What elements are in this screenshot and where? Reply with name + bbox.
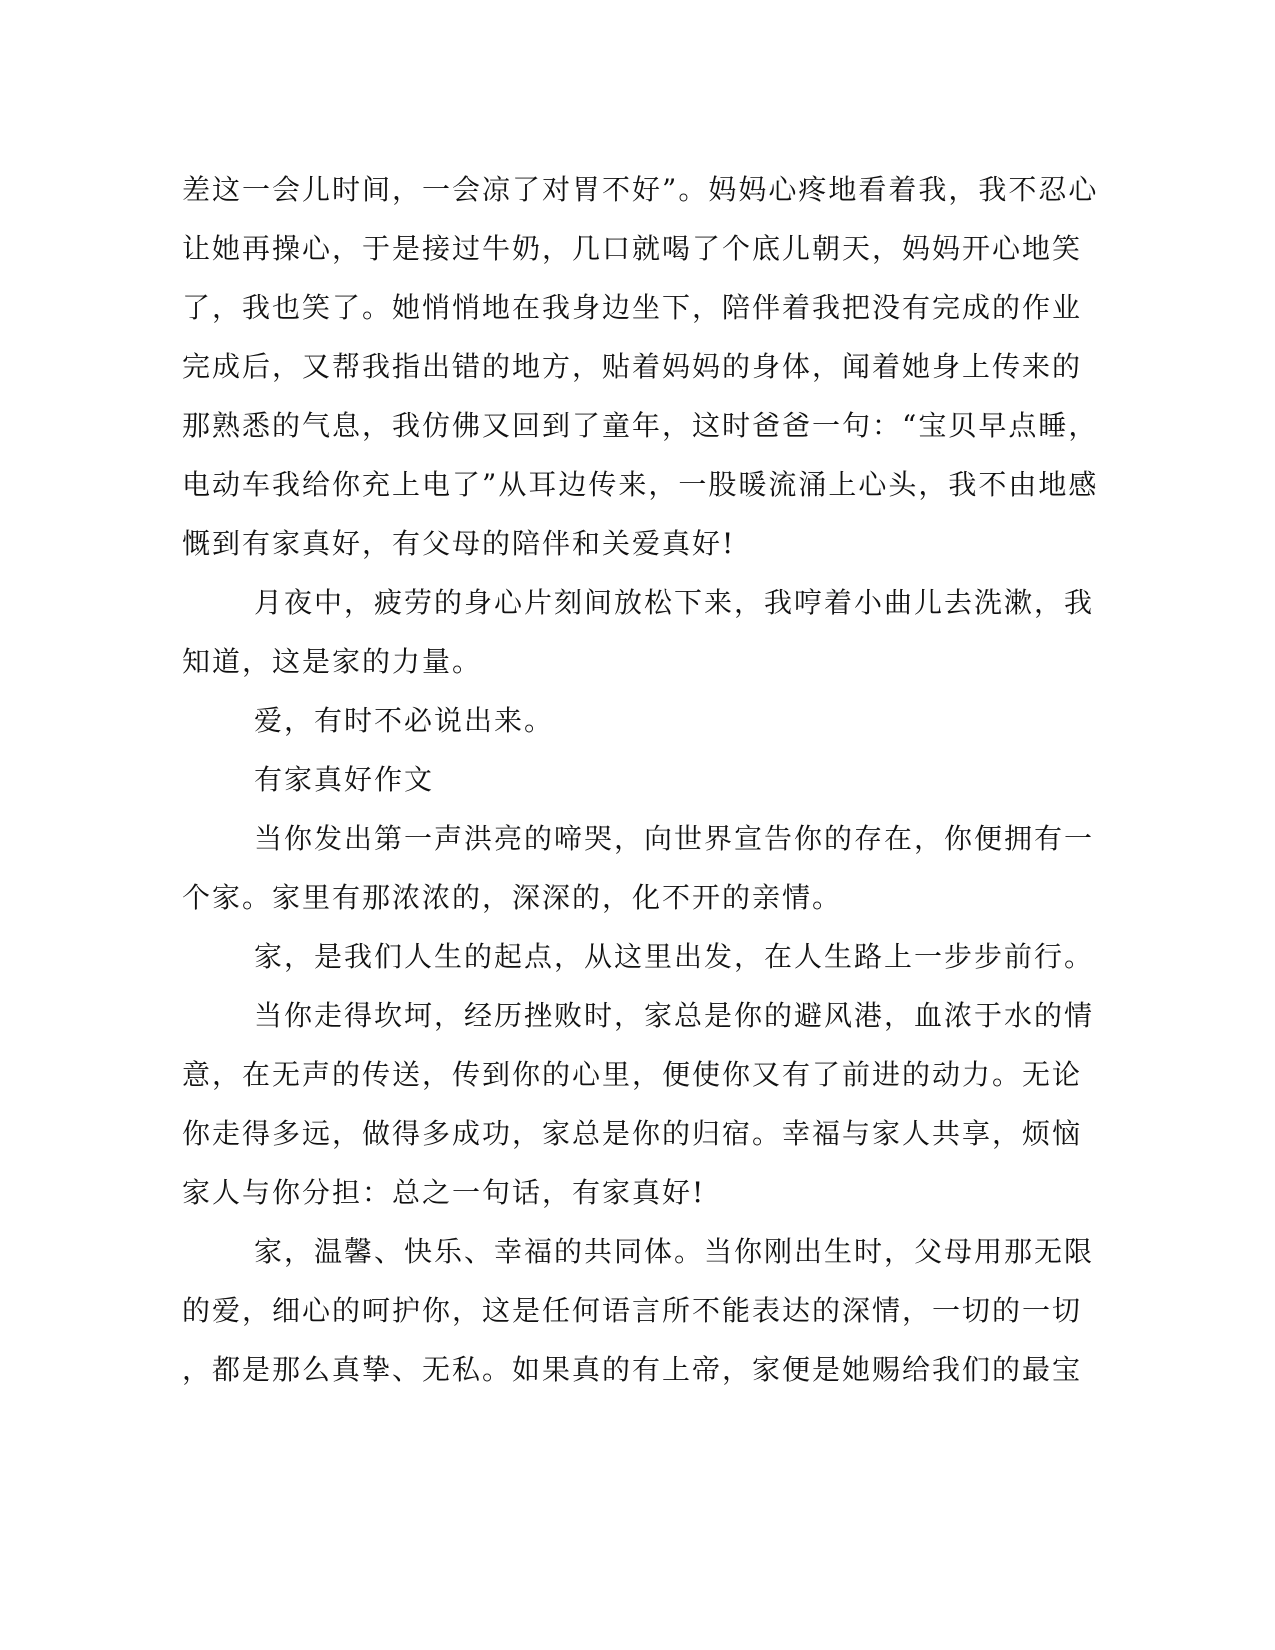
text-line: 让她再操心，于是接过牛奶，几口就喝了个底儿朝天，妈妈开心地笑 [182,232,1083,265]
paragraph-start-line: 爱，有时不必说出来。 [254,704,555,737]
text-line: 差这一会儿时间，一会凉了对胃不好”。妈妈心疼地看着我，我不忍心 [182,173,1099,206]
text-line: 完成后，又帮我指出错的地方，贴着妈妈的身体，闻着她身上传来的 [182,350,1083,383]
text-line: 意，在无声的传送，传到你的心里，便使你又有了前进的动力。无论 [182,1058,1083,1091]
paragraph-start-line: 当你走得坎坷，经历挫败时，家总是你的避风港，血浓于水的情 [254,999,1095,1032]
text-line: 个家。家里有那浓浓的，深深的，化不开的亲情。 [182,881,843,914]
text-line: 慨到有家真好，有父母的陪伴和关爱真好! [182,527,736,560]
paragraph-start-line: 家，温馨、快乐、幸福的共同体。当你刚出生时，父母用那无限 [254,1235,1095,1268]
text-line: 知道，这是家的力量。 [182,645,483,678]
paragraph-start-line: 月夜中，疲劳的身心片刻间放松下来，我哼着小曲儿去洗漱，我 [254,586,1095,619]
text-line: 你走得多远，做得多成功，家总是你的归宿。幸福与家人共享，烦恼 [182,1117,1083,1150]
text-line: 那熟悉的气息，我仿佛又回到了童年，这时爸爸一句：“宝贝早点睡， [182,409,1099,442]
section-title: 有家真好作文 [254,763,435,796]
paragraph-start-line: 当你发出第一声洪亮的啼哭，向世界宣告你的存在，你便拥有一 [254,822,1095,855]
text-line: 电动车我给你充上电了”从耳边传来，一股暖流涌上心头，我不由地感 [182,468,1099,501]
text-line: ，都是那么真挚、无私。如果真的有上帝，家便是她赐给我们的最宝 [182,1353,1083,1386]
essay-text [182,160,1099,1399]
text-line: 家人与你分担：总之一句话，有家真好! [182,1176,706,1209]
text-line: 了，我也笑了。她悄悄地在我身边坐下，陪伴着我把没有完成的作业 [182,291,1083,324]
paragraph-start-line: 家，是我们人生的起点，从这里出发，在人生路上一步步前行。 [254,940,1095,973]
text-line: 的爱，细心的呵护你，这是任何语言所不能表达的深情，一切的一切 [182,1294,1083,1327]
